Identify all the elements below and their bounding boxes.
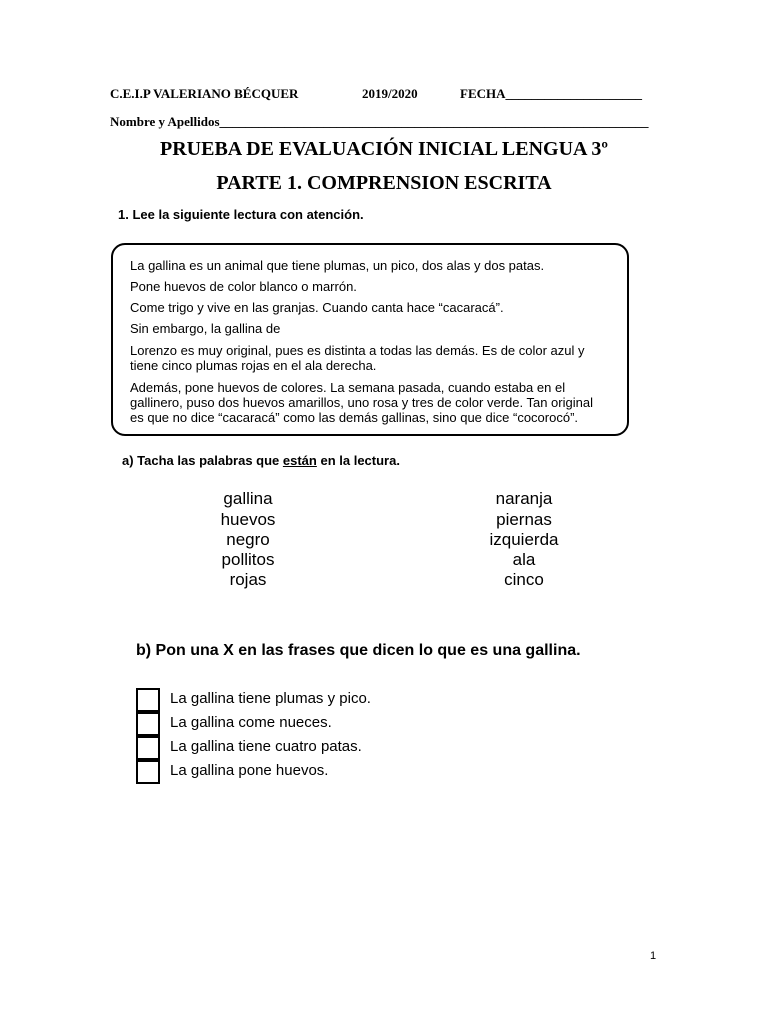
reading-line: Lorenzo es muy original, pues es distinta a todas las demás. Es de color azul y <box>130 343 585 358</box>
word-option[interactable]: pollitos <box>221 550 275 569</box>
school-year: 2019/2020 <box>362 86 418 101</box>
statement-label: La gallina tiene cuatro patas. <box>170 738 362 755</box>
word-option[interactable]: rojas <box>229 570 267 589</box>
exercise-a-instruction: a) Tacha las palabras que están en la lectura. <box>122 453 400 468</box>
word-option[interactable]: izquierda <box>489 530 559 549</box>
word-option[interactable]: cinco <box>504 570 544 589</box>
reading-line: Pone huevos de color blanco o marrón. <box>130 279 357 294</box>
page-number: 1 <box>650 950 657 962</box>
reading-line: Sin embargo, la gallina de <box>130 321 281 336</box>
reading-line: es que no dice “cacaracá” como las demás gallinas, sino que dice “cocorocó”. <box>130 410 579 425</box>
reading-line: Come trigo y vive en las granjas. Cuando canta hace “cacaracá”. <box>130 300 504 315</box>
statement-label: La gallina pone huevos. <box>170 762 329 779</box>
word-option[interactable]: naranja <box>495 489 553 508</box>
exercise-1-instruction: 1. Lee la siguiente lectura con atención. <box>118 207 364 222</box>
name-field: Nombre y Apellidos__________________________________________________________________ <box>110 114 649 129</box>
part-title: PARTE 1. COMPRENSION ESCRITA <box>216 172 552 194</box>
reading-line: tiene cinco plumas rojas en el ala derecha. <box>130 358 377 373</box>
statement-checkbox[interactable] <box>136 712 160 736</box>
date-field: FECHA_____________________ <box>460 86 642 101</box>
exercise-b-instruction: b) Pon una X en las frases que dicen lo que es una gallina. <box>136 642 581 659</box>
page-title: PRUEBA DE EVALUACIÓN INICIAL LENGUA 3º <box>160 138 608 160</box>
reading-line: Además, pone huevos de colores. La semana pasada, cuando estaba en el <box>130 380 566 395</box>
statement-checkbox[interactable] <box>136 760 160 784</box>
word-option[interactable]: piernas <box>496 510 552 529</box>
word-option[interactable]: huevos <box>220 510 276 529</box>
reading-line: La gallina es un animal que tiene plumas, un pico, dos alas y dos patas. <box>130 258 545 273</box>
word-option[interactable]: ala <box>512 550 536 569</box>
word-option[interactable]: negro <box>226 530 270 549</box>
statement-checkbox[interactable] <box>136 688 160 712</box>
reading-line: gallinero, puso dos huevos amarillos, uno rosa y tres de color verde. Tan original <box>130 395 593 410</box>
statement-label: La gallina tiene plumas y pico. <box>170 690 371 707</box>
word-option[interactable]: gallina <box>223 489 273 508</box>
school-name: C.E.I.P VALERIANO BÉCQUER <box>110 86 299 101</box>
statement-checkbox[interactable] <box>136 736 160 760</box>
statement-label: La gallina come nueces. <box>170 714 332 731</box>
